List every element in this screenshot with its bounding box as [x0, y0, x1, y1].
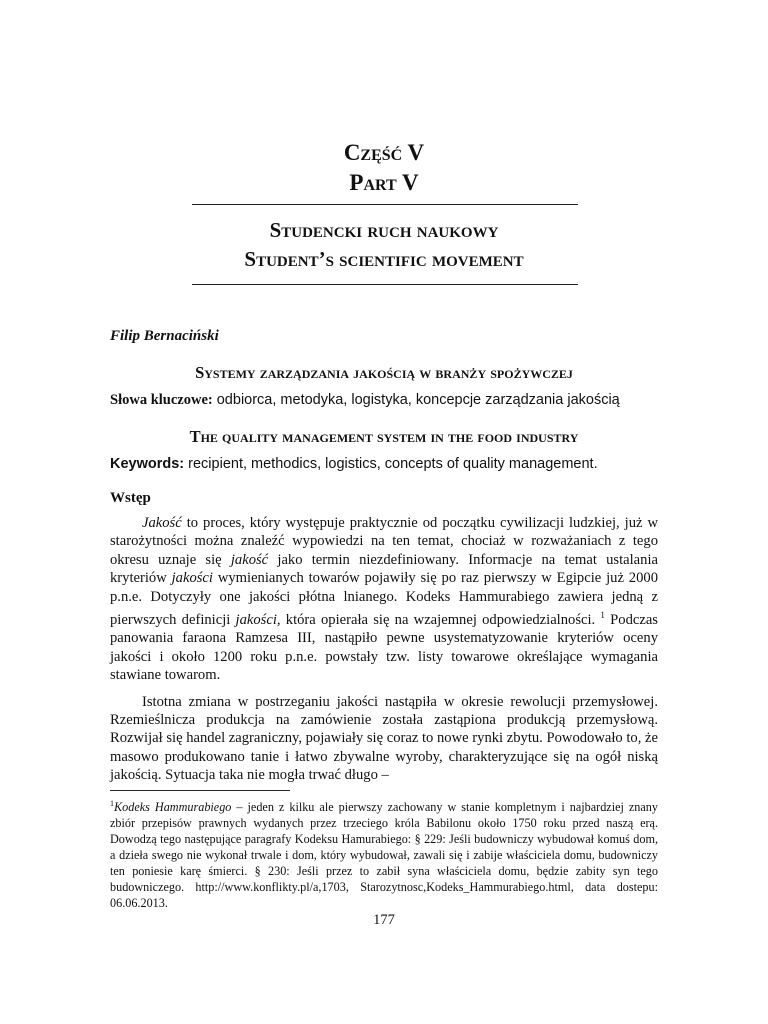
paragraph-text: wymienianych towarów pojawiły się po raz pierwszy w Egipcie już 2000 p.n.e. Dotyczyły one jakości płótna lnianego. Kodeks Hammurabiego zawiera jedną z pierwszych definicji [110, 570, 658, 628]
keywords-pl [110, 392, 620, 409]
paragraph-2: Istotna zmiana w postrzeganiu jakości nastąpiła w okresie rewolucji przemysłowej. Rzemieślnicza produkcja na zamówienie została zastąpiona produkcją przemysłową. Rozwijał się handel zagraniczny, pojawiały się coraz to nowe rynki zbytu. Powodowało to, że masowo produkowano tanie i łatwo zbywalne wyroby, charakteryzujące się na ogół niską jakością. Sytuacja taka nie mogła trwać długo – [110, 693, 658, 784]
term-jakosc: Jakość [142, 515, 182, 531]
footnote [110, 796, 658, 911]
keywords-pl-text: odbiorca, metodyka, logistyka, koncepcje zarządzania jakością [212, 392, 620, 408]
paragraph-text: Podczas panowania faraona Ramzesa III, nastąpiło pewne usystematyzowanie kryteriów oceny jakości i około 1200 roku p.n.e. powstały tzw. listy towarowe określające wymagania stawiane towarom. [110, 611, 658, 684]
part-title-pl: Część V [343, 140, 425, 165]
term-jakosci: jakości, [235, 611, 281, 628]
keywords-en [110, 456, 598, 472]
article-author: Filip Bernaciński [110, 328, 219, 344]
footnote-title: Kodeks Hammurabiego [114, 800, 232, 815]
keywords-en-label: Keywords: [110, 456, 185, 472]
footnote-text: – jeden z kilku ale pierwszy zachowany w stanie kompletnym i najbardziej znany zbiór przepisów prawnych wydanych przez trzeciego króla Babilonu około 1750 roku przed naszą erą. Dowodzą tego następujące paragrafy Kodeksu Hamurabiego: § 229: Jeśli budowniczy wybudował komuś dom, a dzieła swego nie wykonał trwale i dom, który wybudował, zawali się i zabije właściciela domu, budowniczy ten poniesie karę śmierci. § 230: Jeśli przez to zabił syna właściciela domu, będzie zabity syn tego budowniczego. http://www.konflikty.pl/a,1703, Starozytnosc,Kodeks_Hammurabiego.html, data dostepu: 06.06.2013. [110, 800, 658, 911]
term-jakosc: jakość [230, 551, 269, 568]
part-heading [0, 138, 768, 198]
article-title-en: The quality management system in the food industry [189, 427, 579, 446]
paragraph-1 [110, 514, 658, 685]
footnote-ref[interactable]: 1 [600, 610, 605, 621]
paragraph-text: jako termin niezdefiniowany. Informacje na temat ustalania kryteriów [110, 551, 658, 587]
footnote-number: 1 [110, 799, 114, 808]
part-title-en: Part V [349, 170, 419, 195]
intro-heading: Wstęp [110, 490, 151, 506]
page-number: 177 [373, 912, 395, 928]
paragraph-text: która opierała się na wzajemnej odpowiedzialności. [280, 611, 601, 628]
term-jakosci: jakości [171, 570, 213, 587]
body-text [110, 514, 658, 793]
divider-bottom [192, 284, 578, 285]
paragraph-text: to proces, który występuje praktycznie od początku cywilizacji ludzkiej, już w starożytności można znaleźć wypowiedzi na ten temat, chociaż w rozważaniach z tego okresu uznaje się [110, 515, 658, 568]
section-title-pl: Studencki ruch naukowy [269, 218, 499, 242]
article-title-pl: Systemy zarządzania jakością w branży spożywczej [195, 363, 573, 382]
divider-top [192, 204, 578, 205]
footnote-divider [110, 790, 290, 791]
section-heading [0, 216, 768, 274]
keywords-en-text: recipient, methodics, logistics, concepts of quality management. [184, 456, 598, 472]
keywords-pl-label: Słowa kluczowe: [110, 392, 213, 408]
section-title-en: Student’s scientific movement [244, 247, 524, 271]
